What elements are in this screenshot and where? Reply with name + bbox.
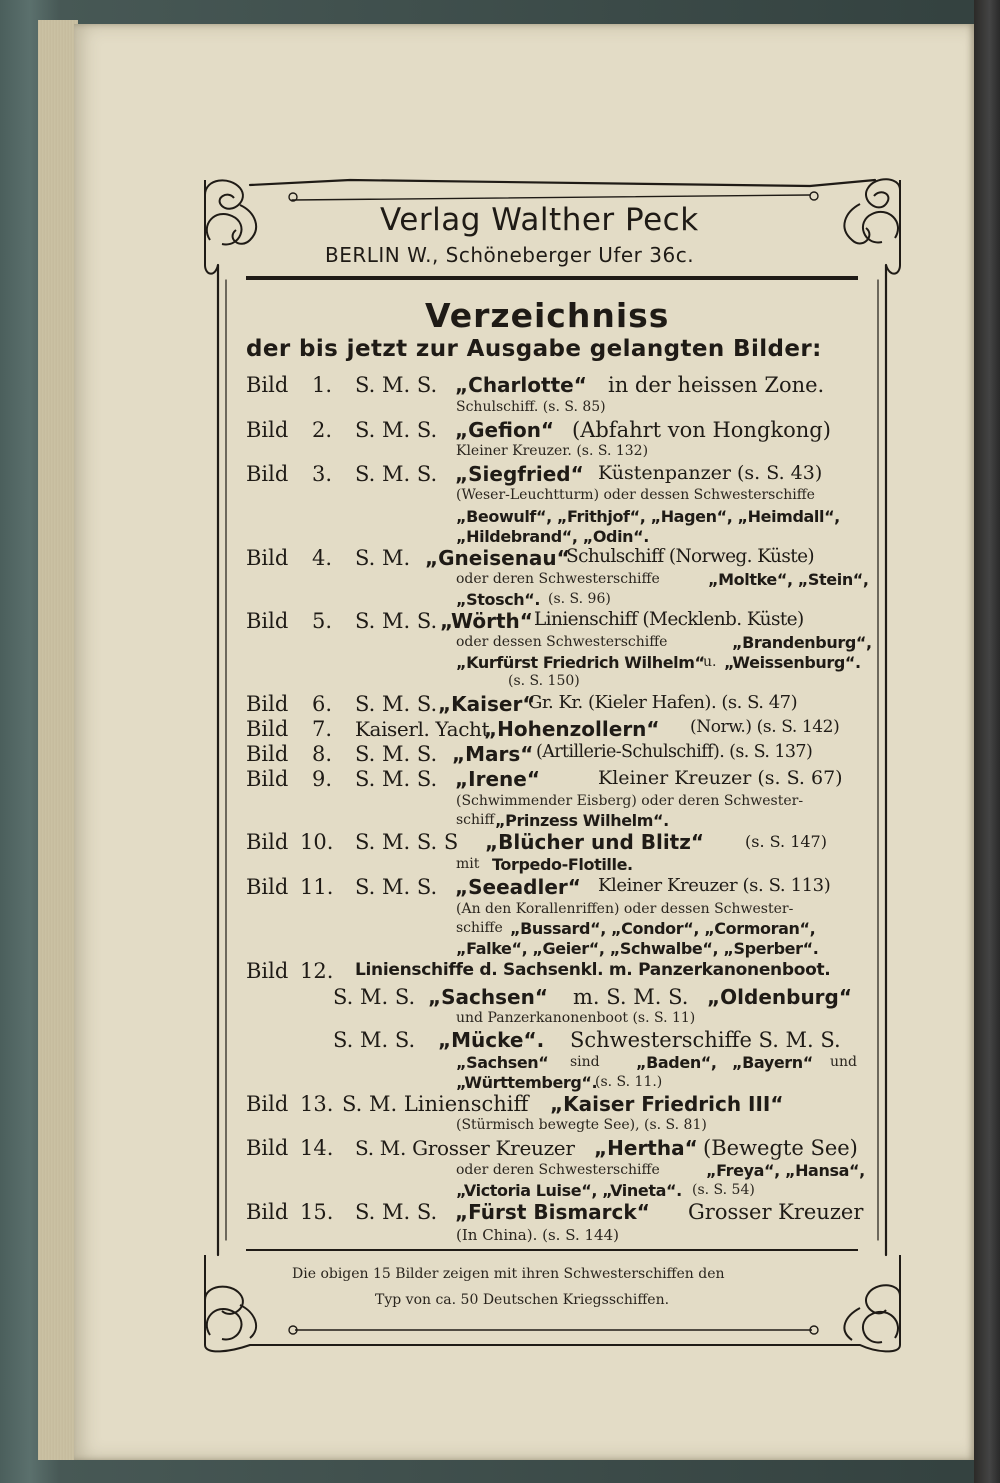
header-rule [246,276,858,280]
page-title: Verzeichniss [425,296,670,335]
footer-rule [246,1249,858,1251]
publisher-address: BERLIN W., Schöneberger Ufer 36c. [325,243,695,267]
publisher-name: Verlag Walther Peck [380,202,699,238]
page-subtitle: der bis jetzt zur Ausgabe gelangten Bilder: [246,336,822,362]
footer-line-1: Die obigen 15 Bilder zeigen mit ihren Schwesterschiffen den [292,1266,725,1282]
footer-line-2: Typ von ca. 50 Deutschen Kriegsschiffen. [375,1292,670,1308]
